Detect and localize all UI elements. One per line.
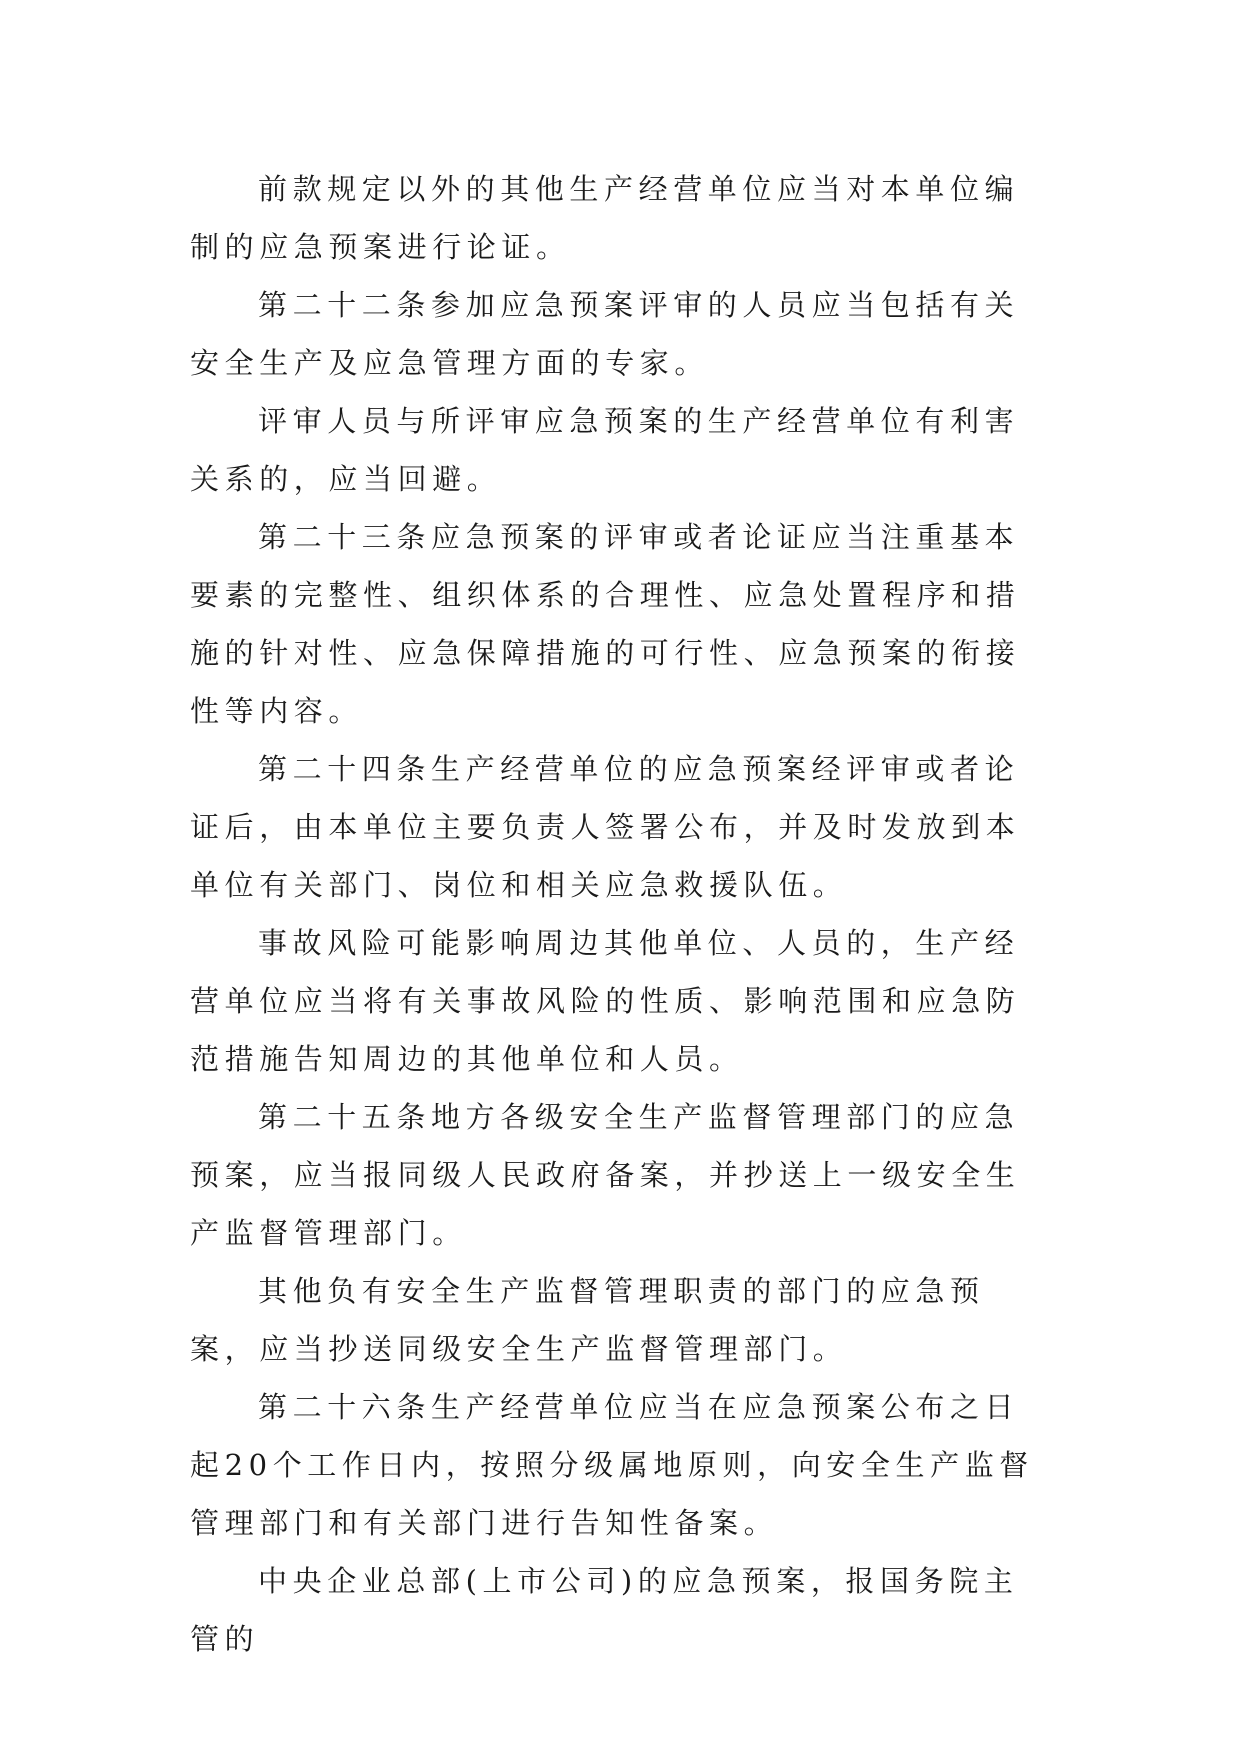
paragraph-2-article-22: 第二十二条参加应急预案评审的人员应当包括有关安全生产及应急管理方面的专家。 [190, 288, 1020, 380]
paragraph-4-article-23: 第二十三条应急预案的评审或者论证应当注重基本要素的完整性、组织体系的合理性、应急处置程序和措施的针对性、应急保障措施的可行性、应急预案的衔接性等内容。 [190, 520, 1021, 728]
paragraph-10: 中央企业总部(上市公司)的应急预案，报国务院主管的 [190, 1564, 1019, 1656]
paragraph-3: 评审人员与所评审应急预案的生产经营单位有利害关系的，应当回避。 [190, 404, 1020, 496]
paragraph-9-article-26: 第二十六条生产经营单位应当在应急预案公布之日起20个工作日内，按照分级属地原则，向安全生产监督管理部门和有关部门进行告知性备案。 [190, 1390, 1034, 1540]
paragraph-8: 其他负有安全生产监督管理职责的部门的应急预案，应当抄送同级安全生产监督管理部门。 [190, 1274, 985, 1366]
paragraph-7-article-25: 第二十五条地方各级安全生产监督管理部门的应急预案，应当报同级人民政府备案，并抄送上一级安全生产监督管理部门。 [190, 1100, 1021, 1250]
paragraph-1: 前款规定以外的其他生产经营单位应当对本单位编制的应急预案进行论证。 [190, 172, 1020, 264]
paragraph-6: 事故风险可能影响周边其他单位、人员的，生产经营单位应当将有关事故风险的性质、影响范围和应急防范措施告知周边的其他单位和人员。 [190, 926, 1021, 1076]
document-body [190, 160, 1045, 1668]
paragraph-5-article-24: 第二十四条生产经营单位的应急预案经评审或者论证后，由本单位主要负责人签署公布，并及时发放到本单位有关部门、岗位和相关应急救援队伍。 [190, 752, 1021, 902]
